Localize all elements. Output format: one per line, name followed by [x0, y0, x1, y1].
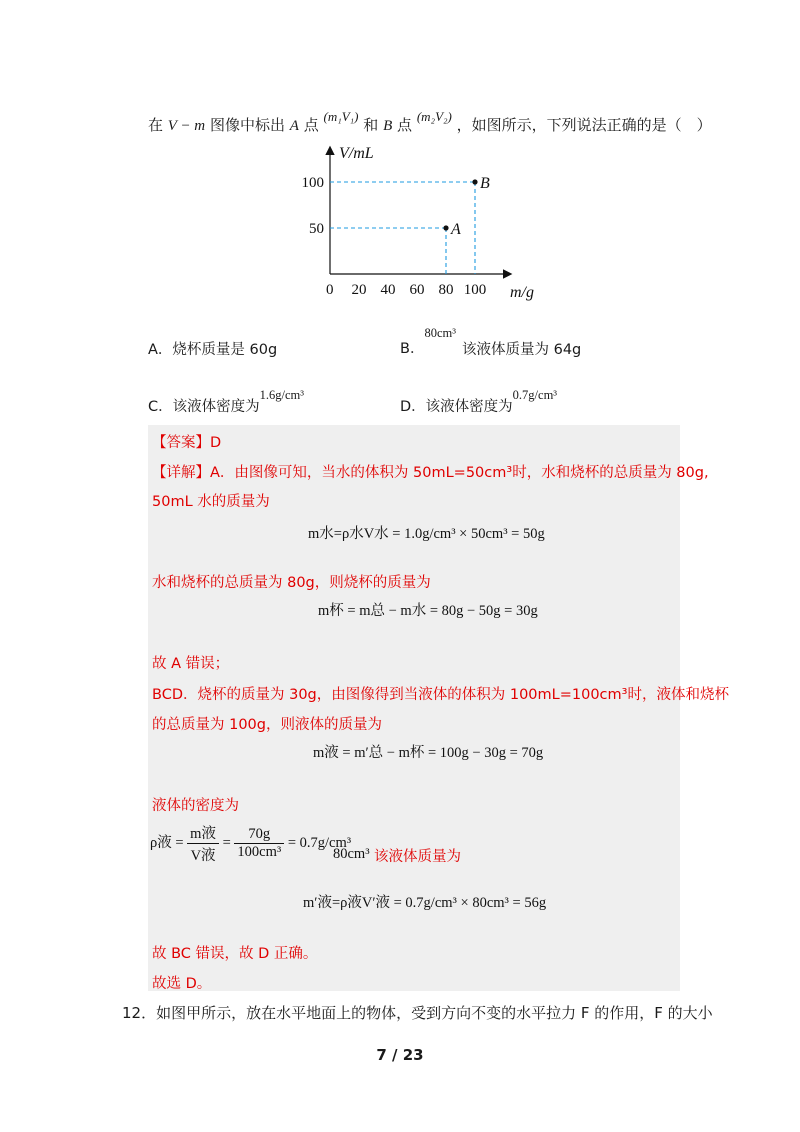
option-d-text: D．该液体密度为 — [400, 399, 513, 415]
answer-line4: 故 A 错误； — [152, 656, 230, 672]
frac1-den: V液 — [190, 848, 216, 864]
formula-water-mass: m水=ρ水V水 = 1.0g/cm³ × 50cm³ = 50g — [308, 526, 545, 542]
frac2-den: 100cm³ — [237, 844, 282, 860]
x-tick-label: 40 — [380, 282, 396, 298]
point-label: B — [480, 175, 490, 192]
q-pt-word-b: 点 — [397, 116, 413, 134]
option-c-density: 1.6g/cm³ — [259, 388, 304, 402]
x-tick-label: 60 — [409, 282, 425, 298]
density-tail: 该液体质量为 — [374, 849, 461, 865]
option-b-volume: 80cm³ — [424, 326, 456, 340]
option-b[interactable] — [400, 326, 582, 358]
q-mid: 图像中标出 — [209, 116, 285, 134]
density-fraction-1 — [187, 822, 219, 865]
page-number: 7 / 23 — [376, 1046, 424, 1064]
x-tick-label: 20 — [351, 282, 367, 298]
answer-key: 【答案】D — [152, 435, 222, 451]
density-eq: = — [222, 834, 231, 851]
y-tick-label: 50 — [309, 221, 324, 237]
q-vm: V − m — [167, 118, 206, 134]
frac1-num: m液 — [187, 822, 219, 844]
q-prefix: 在 — [148, 116, 164, 134]
q-suffix: ，如图所示，下列说法正确的是（ ） — [456, 116, 712, 134]
answer-line9: 故选 D。 — [152, 976, 212, 992]
x-tick-label: 100 — [463, 282, 487, 298]
question-line — [148, 104, 712, 139]
data-point — [472, 179, 477, 184]
q-pt-word-a: 点 — [303, 116, 319, 134]
q-and: 和 — [363, 116, 379, 134]
answer-detail-line1: 【详解】A．由图像可知，当水的体积为 50mL=50cm³时，水和烧杯的总质量为 80g, — [152, 465, 709, 481]
v-m-chart — [295, 142, 555, 302]
answer-line7: 液体的密度为 — [152, 798, 239, 814]
point-label: A — [451, 221, 461, 238]
x-tick-label: 80 — [438, 282, 454, 298]
option-c-text: C．该液体密度为 — [148, 399, 260, 415]
option-b-prefix: B． — [400, 341, 425, 357]
data-point — [443, 225, 448, 230]
formula-density — [150, 822, 351, 865]
answer-line5: BCD．烧杯的质量为 30g，由图像得到当液体的体积为 100mL=100cm³时，液体和烧杯 — [152, 687, 729, 703]
formula-final-mass: m′液=ρ液V′液 = 0.7g/cm³ × 80cm³ = 56g — [303, 895, 547, 911]
q-a-coord: (m₁V₁) — [323, 109, 359, 124]
y-axis-label: V/mL — [339, 145, 374, 162]
answer-line6: 的总质量为 100g，则液体的质量为 — [152, 717, 382, 733]
origin-label: 0 — [326, 282, 334, 298]
formula-liquid-mass: m液 = m′总 − m杯 = 100g − 30g = 70g — [313, 745, 544, 761]
option-c[interactable] — [148, 388, 304, 416]
y-tick-label: 100 — [301, 175, 324, 191]
q-b-coord: (m₂V₂) — [416, 109, 452, 124]
answer-detail-line2: 50mL 水的质量为 — [152, 494, 270, 510]
density-lhs: ρ液 = — [150, 834, 184, 851]
answer-line8: 故 BC 错误，故 D 正确。 — [152, 946, 318, 962]
density-fraction-2 — [234, 826, 284, 861]
answer-line3: 水和烧杯的总质量为 80g，则烧杯的质量为 — [152, 575, 431, 591]
frac2-num: 70g — [234, 826, 284, 844]
density-rhs: = 0.7g/cm³ — [287, 834, 352, 851]
density-volume: 80cm³ — [333, 846, 370, 862]
option-b-text: 该液体质量为 64g — [462, 342, 582, 358]
q-b-letter: B — [383, 118, 393, 134]
next-question: 12．如图甲所示，放在水平地面上的物体，受到方向不变的水平拉力 F 的作用，F 的大小 — [122, 1004, 713, 1022]
option-d-density: 0.7g/cm³ — [512, 388, 558, 402]
option-d[interactable] — [400, 388, 557, 416]
formula-cup-mass: m杯 = m总 − m水 = 80g − 50g = 30g — [318, 603, 538, 619]
q-a-letter: A — [289, 118, 299, 134]
x-axis-label: m/g — [510, 284, 534, 301]
option-a[interactable]: A．烧杯质量是 60g — [148, 342, 278, 358]
